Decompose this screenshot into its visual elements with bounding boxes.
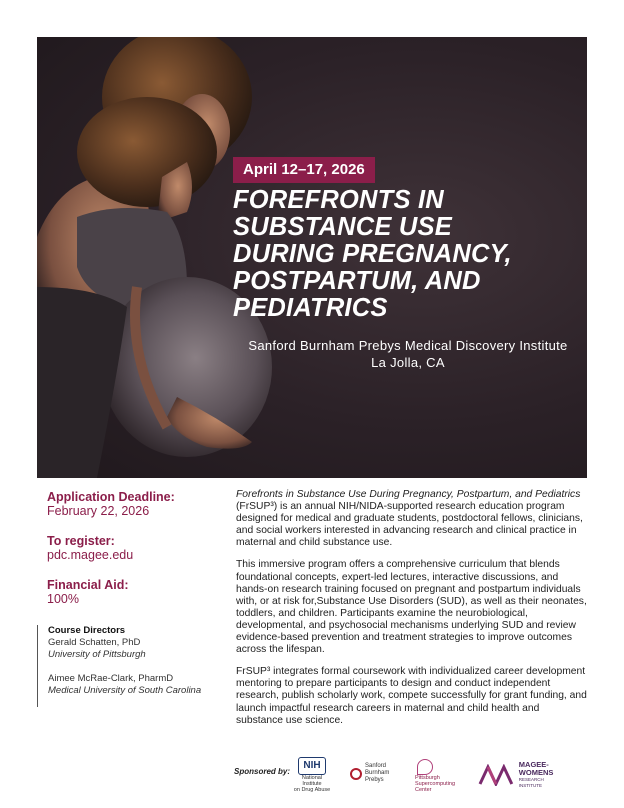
financial-aid-label: Financial Aid: bbox=[47, 578, 129, 592]
sbp-line: Burnham bbox=[365, 770, 390, 776]
event-date-badge: April 12–17, 2026 bbox=[233, 157, 375, 183]
title-line: PEDIATRICS bbox=[233, 294, 388, 322]
nih-nida-logo bbox=[292, 757, 332, 793]
directors-heading: Course Directors bbox=[48, 625, 126, 636]
deadline-value: February 22, 2026 bbox=[47, 504, 150, 518]
sponsored-by-label: Sponsored by: bbox=[234, 767, 291, 776]
title-line: DURING PREGNANCY, bbox=[233, 240, 512, 268]
director-affiliation: Medical University of South Carolina bbox=[48, 685, 202, 696]
program-name: Forefronts in Substance Use During Pregnancy, Postpartum, and Pediatrics bbox=[236, 489, 581, 500]
nih-line: National Institute bbox=[301, 775, 323, 787]
register-label: To register: bbox=[47, 534, 115, 548]
magee-line: WOMENS bbox=[518, 768, 554, 777]
career-paragraph: FrSUP³ integrates formal coursework with individualized career development mentoring to prepare participants to design and conduct independent research, publish scholarly work, compete successfully for grant funding, and launch impactful research careers in maternal and child health and substance use science. bbox=[236, 666, 587, 726]
course-directors bbox=[37, 625, 227, 707]
pitt-logo bbox=[415, 759, 457, 793]
register-link[interactable]: pdc.magee.edu bbox=[47, 548, 134, 562]
sbp-swirl-icon bbox=[350, 768, 362, 780]
nih-mark: NIH bbox=[298, 757, 326, 775]
sbp-line: Sanford bbox=[365, 763, 387, 769]
nih-line: on Drug Abuse bbox=[293, 787, 331, 793]
pitt-emblem-icon bbox=[417, 759, 433, 775]
director-name: Gerald Schatten, PhD bbox=[48, 637, 141, 648]
title-line: POSTPARTUM, AND bbox=[233, 267, 481, 295]
title-line: SUBSTANCE USE bbox=[233, 213, 452, 241]
key-info-sidebar bbox=[47, 490, 227, 607]
venue-location: La Jolla, CA bbox=[371, 355, 445, 370]
intro-text: (FrSUP³) is an annual NIH/NIDA-supported research education program designed for medical and graduate students, postdoctoral fellows, clinicians, and social workers interested in advancing research and clinical practice in maternal and child substance use. bbox=[236, 501, 583, 549]
event-venue bbox=[233, 337, 583, 371]
sbp-logo bbox=[350, 763, 398, 784]
event-title bbox=[233, 187, 583, 322]
financial-aid-value: 100% bbox=[47, 592, 79, 606]
intro-paragraph bbox=[236, 489, 588, 549]
magee-line: MAGEE- bbox=[518, 760, 549, 769]
sponsors-strip bbox=[230, 757, 590, 799]
deadline-label: Application Deadline: bbox=[47, 490, 175, 504]
hero-banner bbox=[37, 37, 587, 478]
magee-womens-logo bbox=[478, 761, 568, 789]
magee-line: RESEARCH INSTITUTE bbox=[518, 777, 544, 788]
venue-name: Sanford Burnham Prebys Medical Discovery Institute bbox=[248, 338, 568, 353]
program-description bbox=[236, 489, 588, 737]
pitt-line: Pittsburgh bbox=[415, 775, 440, 781]
curriculum-paragraph: This immersive program offers a comprehensive curriculum that blends foundational concepts, expert-led lectures, interactive discussions, and hands-on research training focused on pregnant and postpartum individuals with, or at risk for,Substance Use Disorders (SUD), as well as their neonates, toddlers, and children. Participants examine the neurobiological, developmental, and psychosocial mechanisms underlying SUD and review evidence-based prevention and treatment strategies to improve outcomes across the lifespan. bbox=[236, 559, 587, 656]
magee-mw-icon bbox=[478, 764, 516, 786]
pitt-line: Center bbox=[415, 787, 432, 793]
sbp-line: Prebys bbox=[365, 777, 384, 783]
pitt-line: Supercomputing bbox=[415, 781, 456, 787]
director-name: Aimee McRae-Clark, PharmD bbox=[48, 673, 174, 684]
director-affiliation: University of Pittsburgh bbox=[48, 649, 146, 660]
title-line: FOREFRONTS IN bbox=[233, 186, 444, 214]
